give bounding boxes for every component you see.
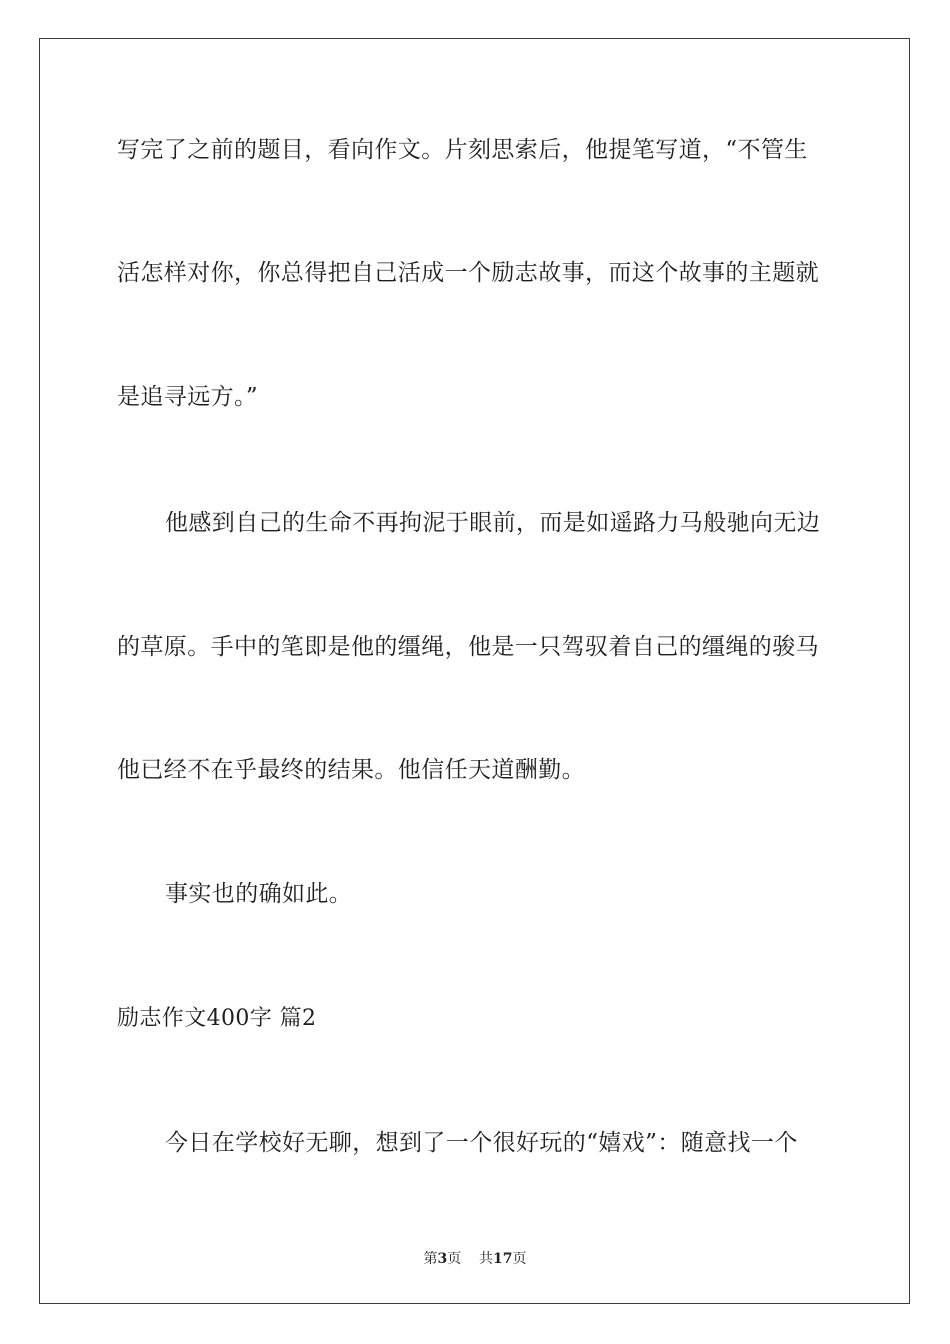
page-footer — [0, 1248, 950, 1268]
text-line: 是追寻远方。” — [117, 384, 259, 410]
section-heading: 励志作文400字 篇2 — [117, 1006, 317, 1031]
text-line: 写完了之前的题目，看向作文。片刻思索后，他提笔写道，“不管生 — [117, 137, 808, 163]
footer-total-suffix: 页 — [512, 1251, 527, 1267]
page-border — [39, 38, 910, 1304]
text-line: 他感到自己的生命不再拘泥于眼前，而是如遥路力马般驰向无边 — [165, 510, 821, 536]
footer-total-pages: 17 — [493, 1251, 513, 1267]
footer-page-prefix: 第 — [423, 1251, 438, 1267]
footer-page-suffix: 页 — [447, 1251, 462, 1267]
text-line: 事实也的确如此。 — [165, 881, 353, 907]
text-line: 活怎样对你，你总得把自己活成一个励志故事，而这个故事的主题就 — [117, 260, 819, 286]
footer-total-prefix: 共 — [479, 1251, 494, 1267]
text-line: 今日在学校好无聊，想到了一个很好玩的“嬉戏”：随意找一个 — [165, 1130, 798, 1156]
text-line: 他已经不在乎最终的结果。他信任天道酬勤。 — [117, 757, 585, 783]
footer-page-number: 3 — [437, 1251, 448, 1267]
text-line: 的草原。手中的笔即是他的缰绳，他是一只驾驭着自己的缰绳的骏马 — [117, 634, 819, 660]
